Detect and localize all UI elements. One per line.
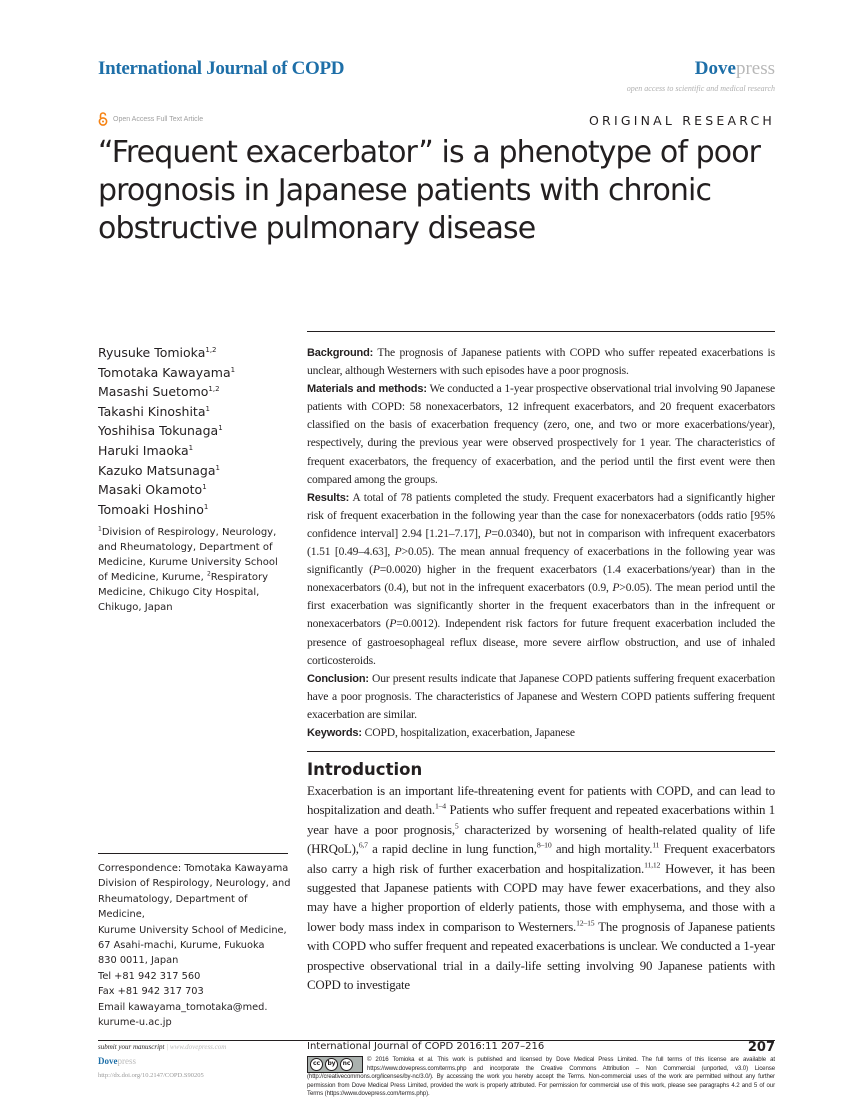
author-affiliation-marker: 1 bbox=[202, 483, 207, 491]
author-affiliation-marker: 1,2 bbox=[208, 385, 220, 394]
footer-publisher-logo bbox=[98, 1056, 136, 1066]
text-segment: P bbox=[389, 617, 397, 631]
creative-commons-badge[interactable] bbox=[307, 1056, 363, 1073]
text-segment: The prognosis of Japanese patients with COPD who suffer repeated exacerbations is unclear, although Westerners with such episodes have a poor prognosis. bbox=[307, 346, 775, 378]
abstract-label: Results: bbox=[307, 491, 350, 504]
affiliations bbox=[98, 525, 288, 615]
abstract-paragraph bbox=[307, 344, 775, 380]
open-access-lock-icon bbox=[98, 112, 108, 126]
publisher-logo bbox=[695, 58, 775, 80]
abstract-label: Background: bbox=[307, 347, 374, 359]
publisher-logo-dove: Dove bbox=[694, 58, 736, 79]
text-segment: =0.0340), but not in comparison with infrequent exacerbators (1.51 [0.49–4.63], bbox=[307, 526, 775, 559]
reference-superscript: 11,12 bbox=[644, 860, 661, 870]
author bbox=[98, 480, 235, 500]
footer-logo-dove: Dove bbox=[98, 1056, 118, 1066]
reference-superscript: 1–4 bbox=[434, 802, 446, 812]
abstract-paragraph bbox=[307, 380, 775, 489]
correspondence-line: Correspondence: Tomotaka Kawayama bbox=[98, 863, 289, 874]
correspondence-line: Rheumatology, Department of Medicine, bbox=[98, 893, 248, 921]
submit-manuscript-link[interactable] bbox=[98, 1043, 226, 1051]
text-segment: =0.0020) higher in the frequent exacerbators (1.4 exacerbations/year) than in the nonexacerbators (0.4), but not in the infrequent exacerbators (0.9, bbox=[307, 563, 775, 595]
text-segment: Patients who suffer frequent and repeated exacerbations within 1 year have a poor prognosis, bbox=[307, 803, 775, 837]
correspondence bbox=[98, 861, 293, 1030]
author-affiliation-marker: 1 bbox=[203, 502, 209, 511]
reference-superscript: 11 bbox=[652, 840, 660, 850]
abstract-label: Conclusion: bbox=[307, 672, 369, 685]
text-segment: and high mortality. bbox=[551, 842, 653, 857]
text-segment: Respiratory Medicine, Chikugo City Hospital, Chikugo, Japan bbox=[98, 572, 269, 613]
author-name: Kazuko Matsunaga bbox=[98, 462, 216, 478]
text-segment: A total of 78 patients completed the study. Frequent exacerbators had a significantly higher risk of frequent exacerbation in the following year than the case for nonexacerbators (odds ratio [95% confidence interval] 2.94 [1.21–7.17], bbox=[307, 490, 775, 540]
abstract-label: Keywords: bbox=[307, 726, 362, 739]
publisher-tagline: open access to scientific and medical research bbox=[626, 84, 775, 93]
text-segment: Division of Respirology, Neurology, and Rheumatology, Department of Medicine, Kurume University School of Medicine, Kurume, bbox=[98, 527, 278, 583]
abstract-label: Materials and methods: bbox=[307, 383, 427, 396]
open-access-label: Open Access Full Text Article bbox=[113, 115, 204, 123]
doi-link[interactable]: http://dx.doi.org/10.2147/COPD.S90205 bbox=[98, 1072, 204, 1079]
journal-citation: International Journal of COPD 2016:11 207–216 bbox=[307, 1041, 545, 1052]
author bbox=[98, 402, 235, 422]
author-affiliation-marker: 1 bbox=[218, 424, 223, 433]
reference-superscript: 5 bbox=[454, 821, 459, 831]
cc-by-icon: by bbox=[325, 1058, 338, 1071]
section-heading-introduction: Introduction bbox=[307, 760, 423, 779]
author-name: Masaki Okamoto bbox=[98, 482, 203, 498]
correspondence-line: 67 Asahi-machi, Kurume, Fukuoka bbox=[98, 940, 265, 952]
text-segment: We conducted a 1-year prospective observational trial involving 90 Japanese patients with COPD: 58 nonexacerbators, 12 infrequent exacerbators, and 20 frequent exacerbators classified on the basis of exacerbation frequency (zero, one, and two or more exacerbations/year), respectively, during the previous year were observed prospectively for 1 year. The characteristics of frequent exacerbators, the frequency of exacerbation, and the period until the first event were then compared among the groups. bbox=[307, 382, 775, 486]
abstract-bottom-rule bbox=[307, 751, 775, 752]
submit-label[interactable]: submit your manuscript bbox=[98, 1043, 165, 1051]
text-segment: a rapid decline in lung function, bbox=[367, 842, 537, 857]
text-segment: P bbox=[394, 545, 402, 559]
journal-name: International Journal of COPD bbox=[98, 58, 345, 79]
author bbox=[98, 500, 235, 520]
text-segment: P bbox=[612, 581, 620, 595]
author-name: Tomotaka Kawayama bbox=[98, 364, 231, 380]
text-segment: =0.0012). Independent risk factors for future frequent exacerbation included the presence of gastroesophageal reflux disease, more severe airflow obstruction, and use of inhaled corticosteroids. bbox=[307, 617, 775, 667]
introduction-body bbox=[307, 782, 775, 995]
author-name: Ryusuke Tomioka bbox=[98, 345, 206, 360]
author-name: Takashi Kinoshita bbox=[98, 403, 206, 419]
cc-icon: cc bbox=[310, 1058, 323, 1071]
abstract-paragraph bbox=[307, 489, 775, 670]
author bbox=[98, 441, 235, 461]
author bbox=[98, 461, 235, 481]
author-name: Yoshihisa Tokunaga bbox=[98, 423, 219, 439]
article-title: “Frequent exacerbator” is a phenotype of poor prognosis in Japanese patients with chronic obstructive pulmonary disease bbox=[98, 135, 761, 246]
license-block bbox=[307, 1056, 775, 1099]
text-segment: >0.05). The mean annual frequency of exacerbations in the following year was significantly ( bbox=[307, 545, 775, 577]
text-segment: COPD, hospitalization, exacerbation, Japanese bbox=[361, 725, 575, 739]
abstract-paragraph bbox=[307, 724, 775, 742]
reference-superscript: 8–10 bbox=[536, 840, 552, 850]
text-segment: characterized by worsening of health-related quality of life (HRQoL), bbox=[307, 822, 775, 857]
page-number: 207 bbox=[747, 1040, 775, 1055]
submit-url[interactable]: | www.dovepress.com bbox=[164, 1043, 227, 1051]
correspondence-line: 830 0011, Japan bbox=[98, 955, 179, 967]
cc-nc-icon: nc bbox=[340, 1058, 353, 1071]
text-segment: P bbox=[484, 526, 492, 540]
author bbox=[98, 382, 235, 402]
author-affiliation-marker: 1 bbox=[205, 404, 210, 413]
reference-superscript: 12–15 bbox=[576, 918, 595, 928]
correspondence-line: Kurume University School of Medicine, bbox=[98, 924, 287, 936]
article-type: ORIGINAL RESEARCH bbox=[589, 113, 775, 128]
text-segment: P bbox=[372, 563, 380, 577]
reference-superscript: 6,7 bbox=[358, 840, 368, 850]
text-segment: However, it has been suggested that Japanese patients with COPD may have fewer exacerbations, and they also may have a higher proportion of elderly patients, those with emphysema, and those with a lower body mass index in comparison to Westerners. bbox=[307, 861, 775, 934]
correspondence-line[interactable]: Email kawayama_tomotaka@med. bbox=[98, 1001, 268, 1013]
correspondence-line: Tel +81 942 317 560 bbox=[98, 970, 201, 982]
author-affiliation-marker: 1,2 bbox=[205, 345, 217, 354]
reference-superscript: 2 bbox=[206, 570, 211, 578]
footer-logo-press: press bbox=[117, 1056, 136, 1066]
correspondence-divider bbox=[98, 853, 288, 854]
publisher-logo-press: press bbox=[735, 58, 775, 79]
text-segment: >0.05). The mean period until the first exacerbation was significantly shorter in the frequent exacerbators than in the infrequent or nonexacerbators ( bbox=[307, 581, 775, 631]
correspondence-line: Division of Respirology, Neurology, and bbox=[98, 878, 291, 890]
author-affiliation-marker: 1 bbox=[230, 365, 236, 374]
text-segment: The prognosis of Japanese patients with COPD who suffer frequent and repeated exacerbations is unclear. We conducted a 1-year prospective observational trial in a daily-life setting involving 90 Japanese patients with COPD to investigate bbox=[307, 919, 775, 993]
abstract-top-rule bbox=[307, 331, 775, 332]
abstract-paragraph bbox=[307, 670, 775, 724]
license-text: © 2016 Tomioka et al. This work is published and licensed by Dove Medical Press Limited. The full terms of this license are available at https://www.dovepress.com/terms.php and incorporate the Creative Commons Attribution – Non Commercial (unported, v3.0) License (http://creativecommons.org/licenses/by-nc/3.0/). By accessing the work you hereby accept the Terms. Non-commercial uses of the work are permitted without any further permission from Dove Medical Press Limited, provided the work is properly attributed. For permission for commercial use of this work, please see paragraphs 4.2 and 5 of our Terms (https://www.dovepress.com/terms.php). bbox=[307, 1056, 775, 1098]
author bbox=[98, 343, 235, 363]
abstract bbox=[307, 344, 775, 742]
correspondence-line: Fax +81 942 317 703 bbox=[98, 986, 204, 998]
text-segment: Exacerbation is an important life-threatening event for patients with COPD, and can lead to hospitalization and death. bbox=[307, 784, 775, 818]
text-segment: Frequent exacerbators also carry a high risk of further exacerbation and hospitalization. bbox=[307, 842, 775, 876]
author-name: Tomoaki Hoshino bbox=[98, 501, 204, 517]
author-affiliation-marker: 1 bbox=[215, 463, 220, 472]
correspondence-line[interactable]: kurume-u.ac.jp bbox=[98, 1017, 172, 1029]
author bbox=[98, 363, 235, 383]
open-access-badge bbox=[98, 112, 203, 126]
author bbox=[98, 421, 235, 441]
author-name: Haruki Imaoka bbox=[98, 442, 189, 458]
author-name: Masashi Suetomo bbox=[98, 384, 209, 400]
author-list bbox=[98, 343, 235, 519]
reference-superscript: 1 bbox=[98, 525, 102, 533]
author-affiliation-marker: 1 bbox=[188, 443, 194, 452]
text-segment: Our present results indicate that Japanese COPD patients suffering frequent exacerbation have a poor prognosis. The characteristics of Japanese and Western COPD patients suffering frequent exacerbation are similar. bbox=[307, 671, 775, 721]
